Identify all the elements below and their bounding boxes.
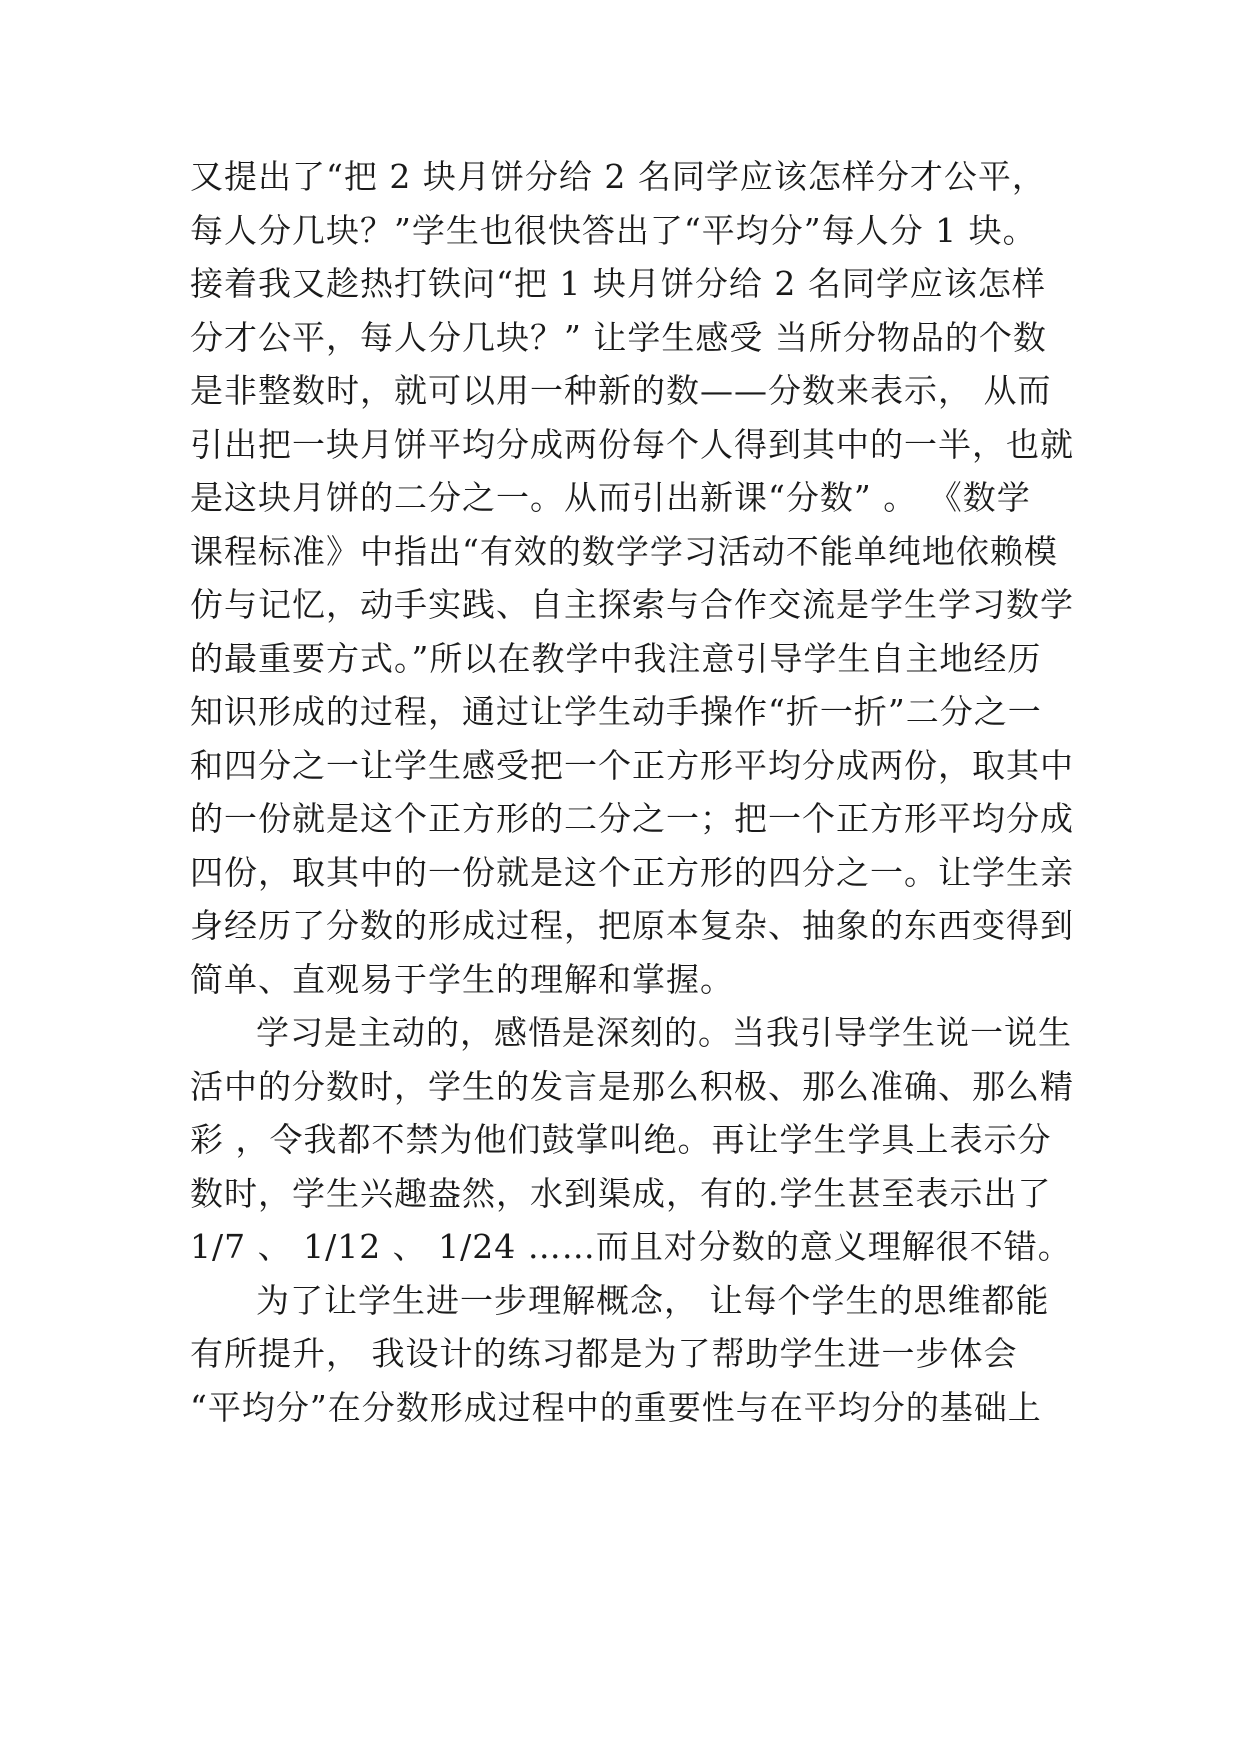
text-line: 彩 ，令我都不禁为他们鼓掌叫绝。再让学生学具上表示分 xyxy=(190,1120,1052,1159)
text-line: 活中的分数时，学生的发言是那么积极、那么准确、那么精 xyxy=(190,1066,1074,1106)
paragraph-start-line: 为了让学生进一步理解概念， 让每个学生的思维都能 xyxy=(256,1280,1050,1320)
text-line: 的一份就是这个正方形的二分之一；把一个正方形平均分成 xyxy=(190,799,1074,838)
text-line: 是这块月饼的二分之一。从而引出新课“分数” 。 《数学 xyxy=(190,478,1031,517)
text-line: 知识形成的过程，通过让学生动手操作“折一折”二分之一 xyxy=(190,692,1042,731)
text-line: 1/7 、 1/12 、 1/24 ……而且对分数的意义理解很不错。 xyxy=(190,1227,1072,1266)
text-line: 分才公平，每人分几块？” 让学生感受 当所分物品的个数 xyxy=(190,317,1047,357)
text-line: 每人分几块？”学生也很快答出了“平均分”每人分 1 块。 xyxy=(190,210,1037,250)
text-line: 简单、直观易于学生的理解和掌握。 xyxy=(190,959,734,999)
text-line: 仿与记忆，动手实践、自主探索与合作交流是学生学习数学 xyxy=(190,585,1074,624)
body-text xyxy=(190,150,1074,1434)
text-line: 又提出了“把 2 块月饼分给 2 名同学应该怎样分才公平， xyxy=(190,157,1046,196)
paragraph-start-line: 学习是主动的，感悟是深刻的。当我引导学生说一说生 xyxy=(256,1013,1072,1052)
text-line: 有所提升， 我设计的练习都是为了帮助学生进一步体会 xyxy=(190,1334,1018,1373)
text-line: 身经历了分数的形成过程，把原本复杂、抽象的东西变得到 xyxy=(190,906,1074,945)
text-line: 四份，取其中的一份就是这个正方形的四分之一。让学生亲 xyxy=(190,852,1074,892)
text-line: 引出把一块月饼平均分成两份每个人得到其中的一半，也就 xyxy=(190,424,1074,464)
text-line: 接着我又趁热打铁问“把 1 块月饼分给 2 名同学应该怎样 xyxy=(190,264,1046,303)
text-line: 课程标准》中指出“有效的数学学习活动不能单纯地依赖模 xyxy=(190,531,1058,571)
text-line: 的最重要方式。”所以在教学中我注意引导学生自主地经历 xyxy=(190,638,1042,678)
text-line: 数时，学生兴趣盎然，水到渠成，有的.学生甚至表示出了 xyxy=(190,1173,1052,1213)
text-line: “平均分”在分数形成过程中的重要性与在平均分的基础上 xyxy=(190,1387,1042,1427)
text-line: 是非整数时，就可以用一种新的数——分数来表示， 从而 xyxy=(190,371,1052,410)
text-line: 和四分之一让学生感受把一个正方形平均分成两份，取其中 xyxy=(190,745,1074,785)
